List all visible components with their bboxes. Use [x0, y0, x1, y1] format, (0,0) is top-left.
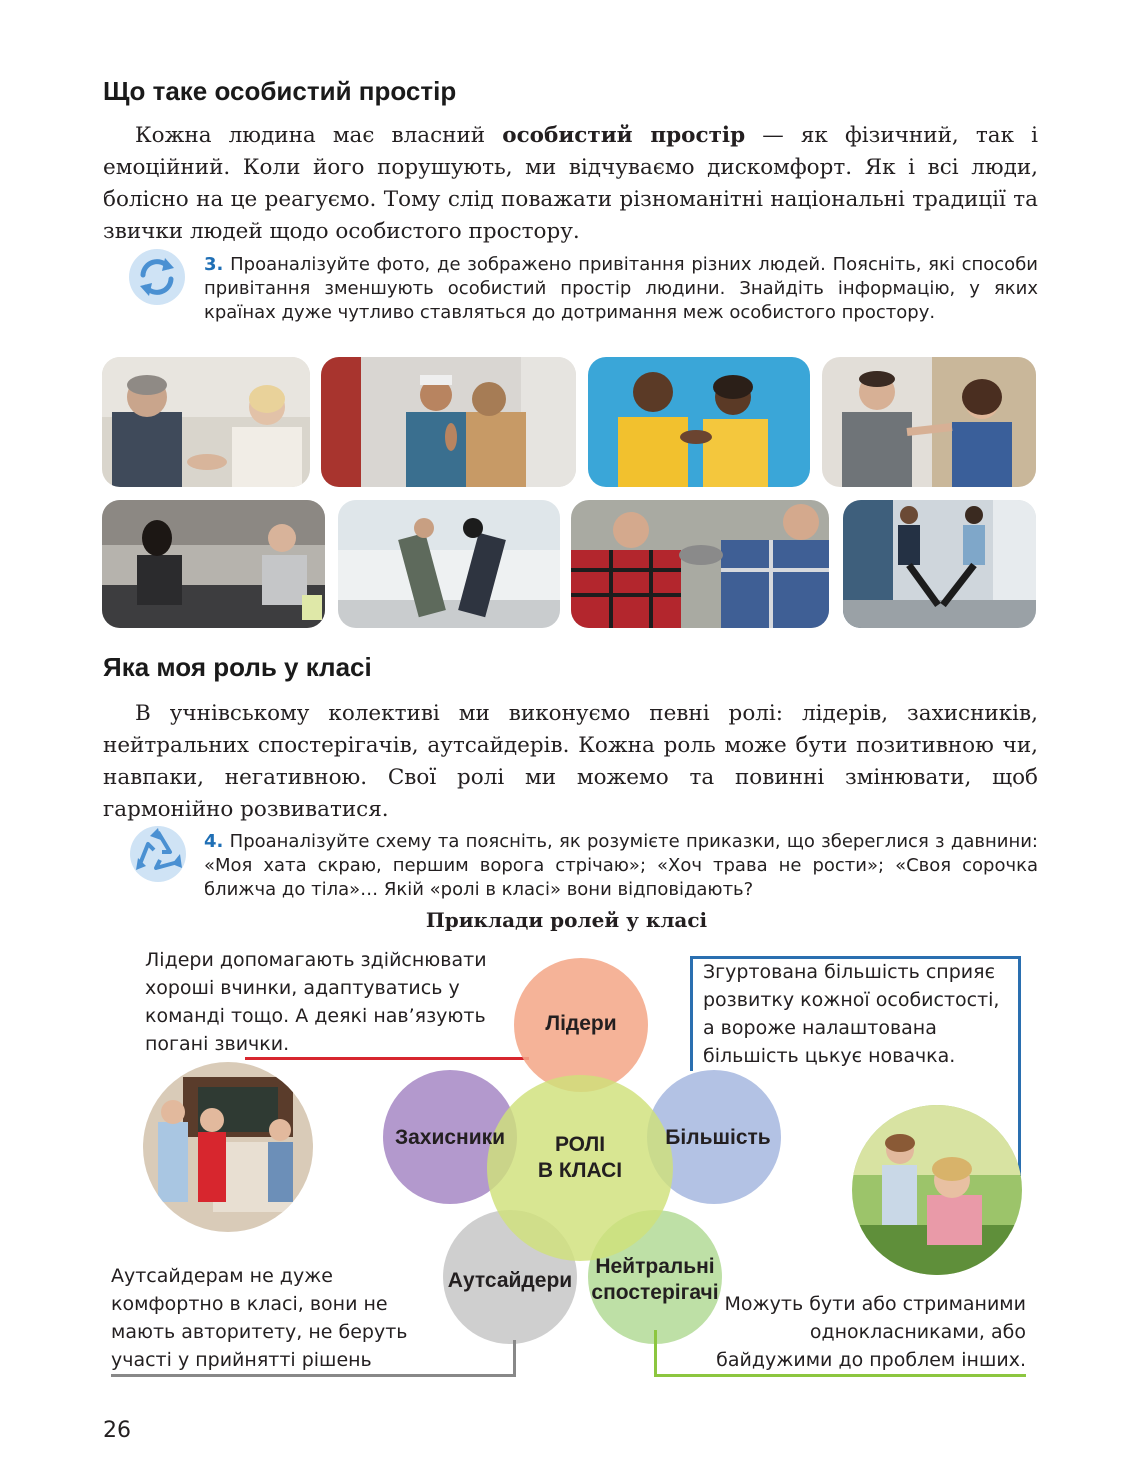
connector-neutral-bottom: [654, 1374, 1026, 1377]
photo-children-park: [852, 1105, 1022, 1275]
recycle-arrows-icon: [128, 824, 188, 884]
note-neutral: Можуть бути або стриманими однокласниками, або байдужими до проблем інших.: [716, 1293, 1026, 1371]
task-3-text: Проаналізуйте фото, де зображено привітання різних людей. Поясніть, які способи привітання зменшують особистий простір людини. Знайдіть інформацію, у яких країнах дуже чутливо ставляться до дотримання меж особистого простору.: [204, 254, 1038, 323]
label-outsiders: Аутсайдери: [447, 1269, 573, 1292]
label-neutral: Нейтральні спостерігачі: [591, 1255, 719, 1304]
photo-elbow-bump: [588, 357, 810, 487]
photo-handshake-office: [102, 357, 310, 487]
photo-elbow-bump-plaid: [571, 500, 829, 628]
note-majority: Згуртована більшість сприяє розвитку кожної особистості, а вороже налаштована більшість цькує новачка.: [703, 961, 1000, 1067]
photo-foot-bump: [843, 500, 1036, 628]
note-outsiders: Аутсайдерам не дуже комфортно в класі, вони не мають авторитету, не беруть участі у прийнятті рішень: [111, 1265, 408, 1371]
task-4: [204, 830, 1038, 902]
photo-classroom-students: [143, 1062, 313, 1232]
photo-bow-greeting: [338, 500, 560, 628]
task-4-number: 4.: [204, 831, 224, 852]
label-majority: Більшість: [665, 1126, 771, 1149]
page-number: 26: [103, 1418, 131, 1443]
paragraph-personal-space: [103, 120, 1038, 248]
label-defenders: Захисники: [394, 1126, 506, 1149]
connector-neutral-up: [654, 1330, 657, 1377]
task-3-number: 3.: [204, 254, 224, 275]
section-heading-class-role: Яка моя роль у класі: [103, 652, 372, 682]
label-center: РОЛІ В КЛАСІ: [537, 1133, 623, 1182]
photo-wave-greeting-cafe: [102, 500, 325, 628]
connector-majority-left: [690, 956, 693, 1071]
task-3: [204, 253, 1038, 325]
connector-outsiders-bottom: [111, 1374, 516, 1377]
connector-majority-right: [1018, 956, 1021, 1176]
label-leaders: Лідери: [545, 1012, 617, 1035]
paragraph-class-roles: В учнівському колективі ми виконуємо певні ролі: лідерів, захисників, нейтральних спостерігачів, аутсайдерів. Кожна роль може бути позитивною чи, навпаки, негативною. Свої ролі ми можемо та повинні змінювати, щоб гармонійно розвиватися.: [103, 701, 1038, 822]
diagram-title: Приклади ролей у класі: [425, 908, 708, 932]
connector-outsiders-up: [513, 1340, 516, 1377]
paragraph-rest: — як фізичний, так і емоційний. Коли його порушують, ми відчуваємо дискомфорт. Як і всі люди, болісно на це реагуємо. Тому слід поважати різноманітні національні традиції та звички людей щодо особистого простору.: [103, 123, 1038, 244]
task-4-text: Проаналізуйте схему та поясніть, як розумієте приказки, що збереглися з давнини: «Моя хата скраю, першим ворога стрічаю»; «Хоч трава не рости»; «Своя сорочка ближча до тіла»… Якій «ролі в класі» вони відповідають?: [204, 831, 1038, 900]
paragraph-lead: Кожна людина має власний: [135, 123, 503, 148]
term-personal-space: особистий простір: [502, 123, 746, 148]
section-heading-personal-space: Що таке особистий простір: [103, 76, 457, 106]
refresh-cycle-icon: [128, 248, 186, 306]
photo-forearm-greeting: [822, 357, 1036, 487]
connector-leaders: [245, 1057, 529, 1060]
note-leaders: Лідери допомагають здійснювати хороші вчинки, адаптуватись у команді тощо. А деякі нав’язують погані звички.: [145, 949, 487, 1055]
photo-namaste-greeting: [321, 357, 576, 487]
